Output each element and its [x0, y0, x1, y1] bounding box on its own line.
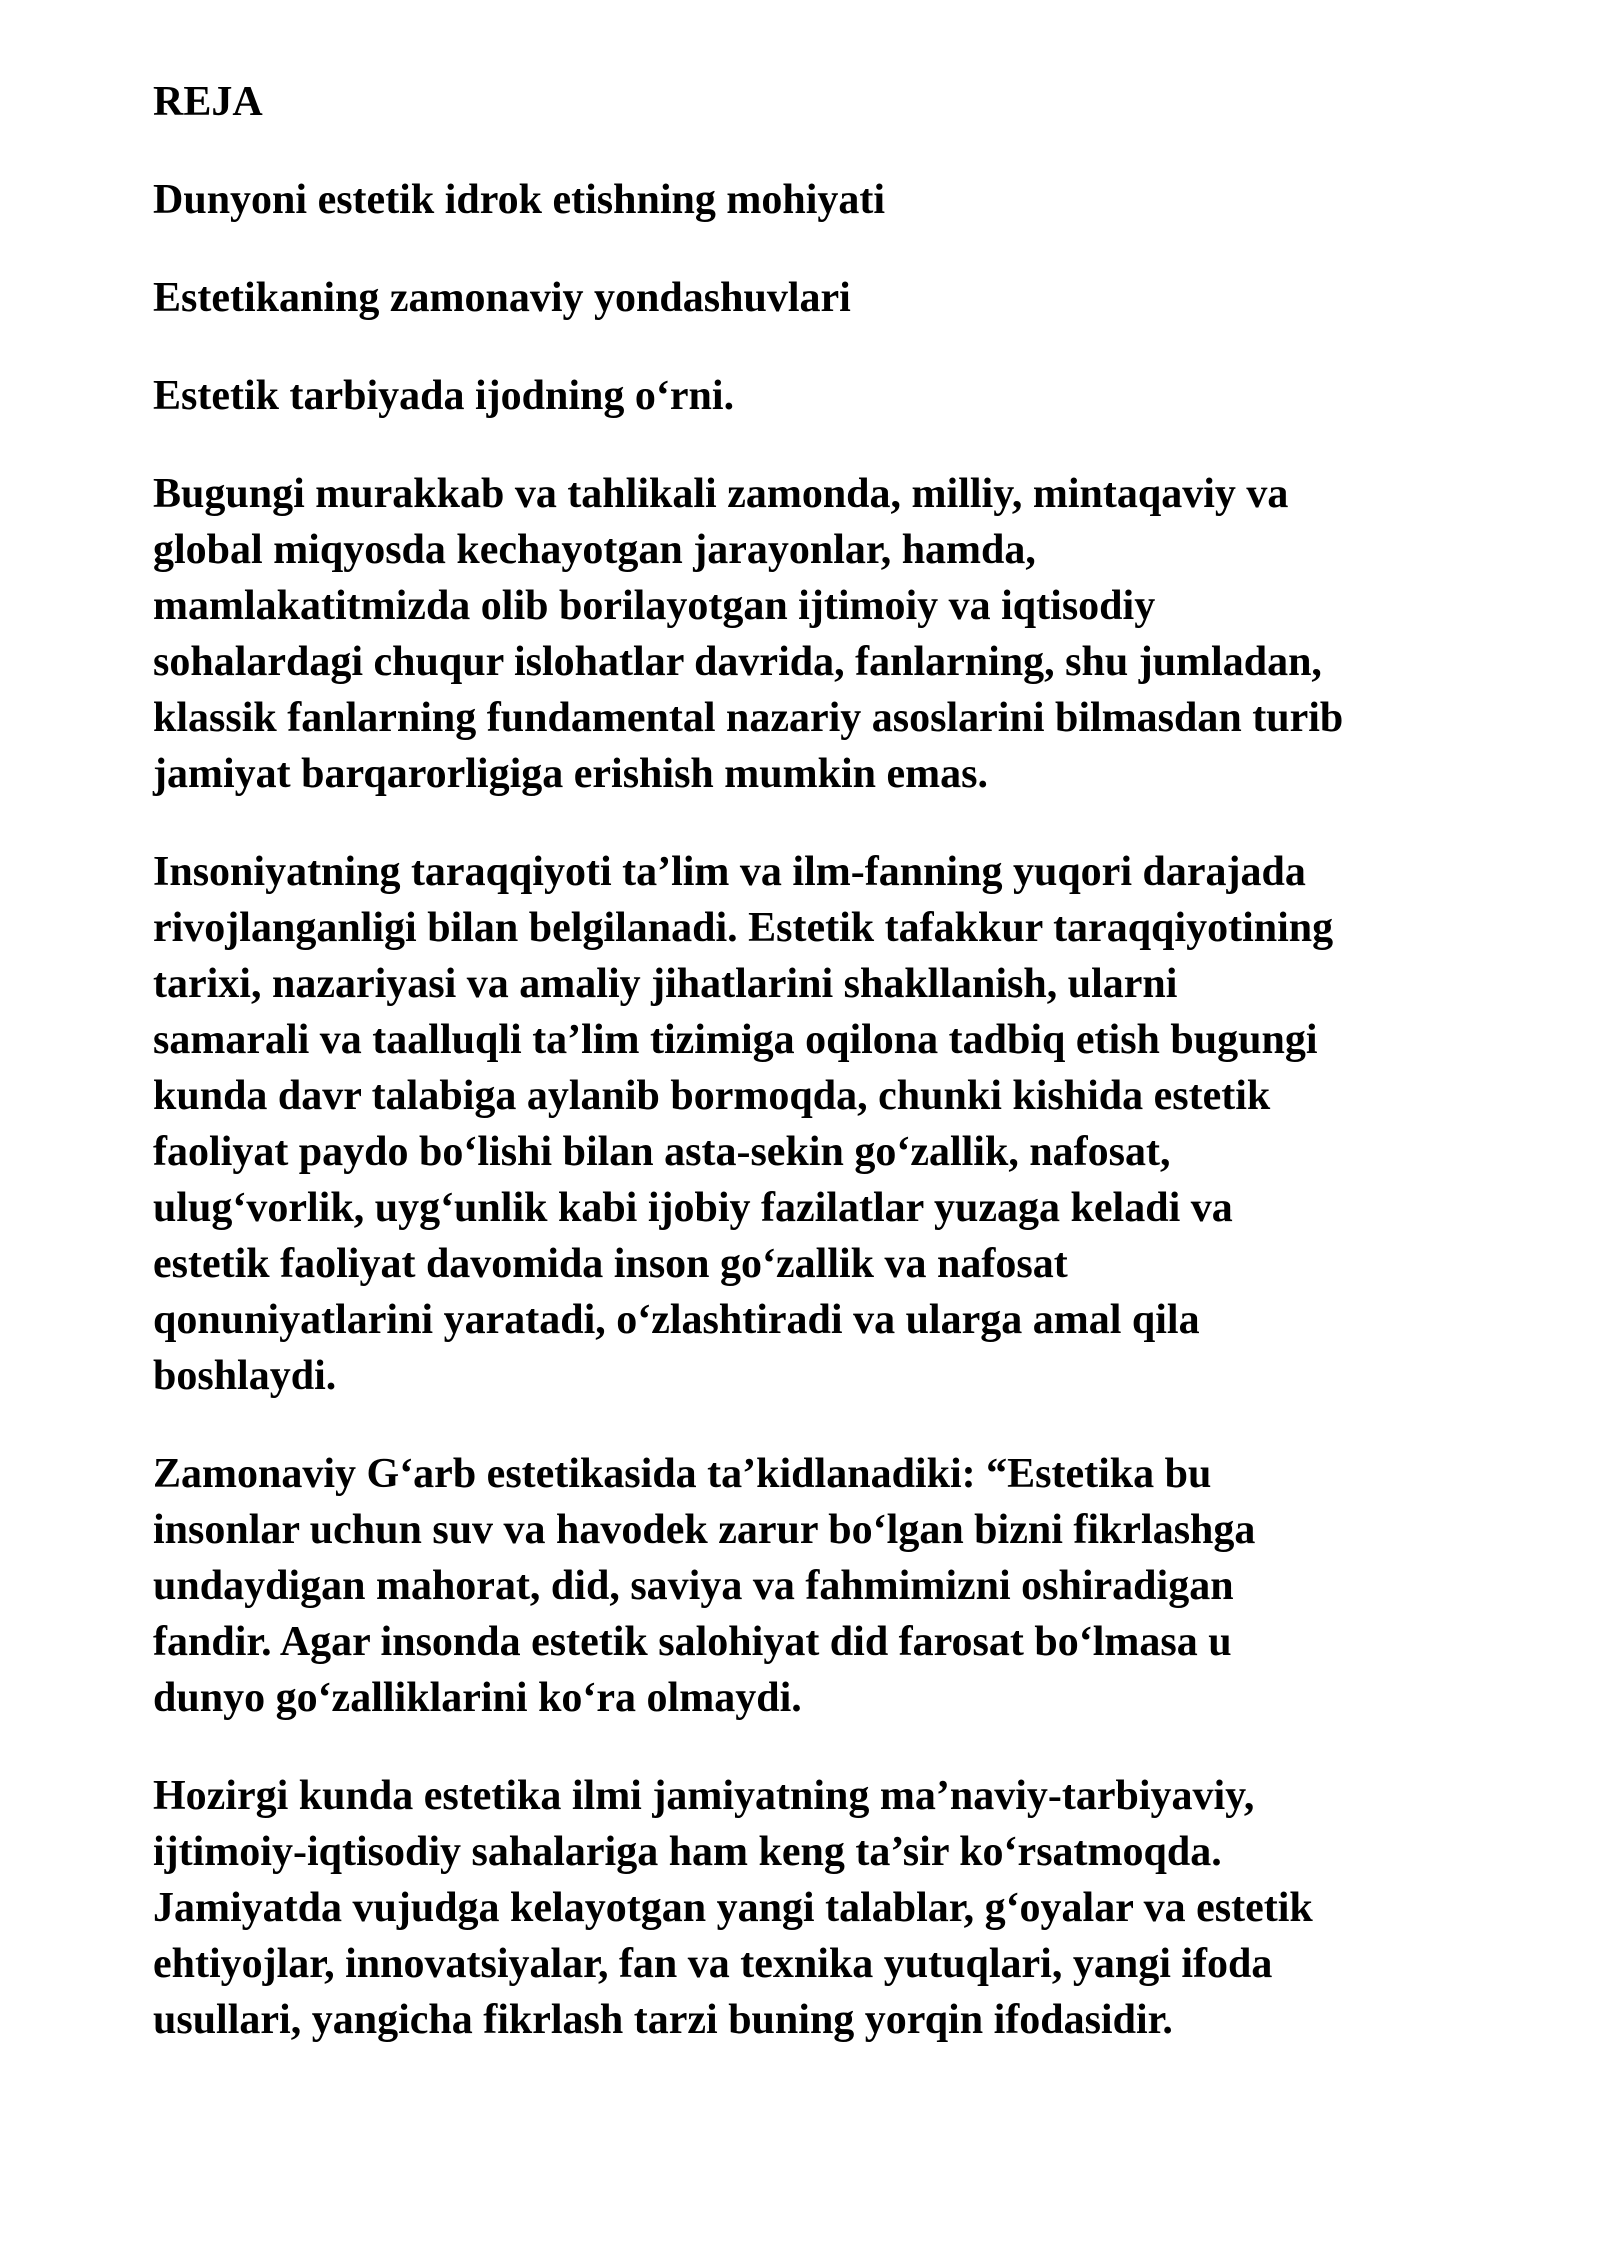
paragraph-line: klassik fanlarning fundamental nazariy asoslarini bilmasdan turib	[153, 695, 1344, 741]
paragraph-line: estetik faoliyat davomida inson go‘zallik va nafosat	[153, 1241, 1068, 1287]
paragraph-line: boshlaydi.	[153, 1353, 337, 1399]
paragraph-line: usullari, yangicha fikrlash tarzi buning yorqin ifodasidir.	[153, 1997, 1173, 2043]
paragraph-line: mamlakatitmizda olib borilayotgan ijtimoiy va iqtisodiy	[153, 583, 1156, 629]
paragraph-line: faoliyat paydo bo‘lishi bilan asta-sekin go‘zallik, nafosat,	[153, 1129, 1171, 1175]
paragraph-line: kunda davr talabiga aylanib bormoqda, chunki kishida estetik	[153, 1073, 1271, 1119]
paragraph-3	[153, 1446, 1533, 1726]
paragraph-line: dunyo go‘zalliklarini ko‘ra olmaydi.	[153, 1675, 802, 1721]
paragraph-2	[153, 844, 1533, 1404]
paragraph-line: undaydigan mahorat, did, saviya va fahmimizni oshiradigan	[153, 1563, 1234, 1609]
paragraph-line: sohalardagi chuqur islohatlar davrida, fanlarning, shu jumladan,	[153, 639, 1322, 685]
paragraph-line: ulug‘vorlik, uyg‘unlik kabi ijobiy fazilatlar yuzaga keladi va	[153, 1185, 1233, 1231]
paragraph-line: tarixi, nazariyasi va amaliy jihatlarini shakllanish, ularni	[153, 961, 1178, 1007]
paragraph-line: Insoniyatning taraqqiyoti ta’lim va ilm-fanning yuqori darajada	[153, 849, 1306, 895]
paragraph-line: Bugungi murakkab va tahlikali zamonda, milliy, mintaqaviy va	[153, 471, 1289, 517]
paragraph-line: Jamiyatda vujudga kelayotgan yangi talablar, g‘oyalar va estetik	[153, 1885, 1313, 1931]
paragraph-line: rivojlanganligi bilan belgilanadi. Estetik tafakkur taraqqiyotining	[153, 905, 1334, 951]
paragraph-line: qonuniyatlarini yaratadi, o‘zlashtiradi va ularga amal qila	[153, 1297, 1200, 1343]
plan-item-2: Estetikaning zamonaviy yondashuvlari	[153, 275, 851, 321]
paragraph-line: fandir. Agar insonda estetik salohiyat did farosat bo‘lmasa u	[153, 1619, 1232, 1665]
paragraph-4	[153, 1768, 1533, 2048]
plan-item-1: Dunyoni estetik idrok etishning mohiyati	[153, 177, 886, 223]
plan-heading: REJA	[153, 79, 263, 125]
paragraph-line: Hozirgi kunda estetika ilmi jamiyatning ma’naviy-tarbiyaviy,	[153, 1773, 1255, 1819]
paragraph-line: global miqyosda kechayotgan jarayonlar, hamda,	[153, 527, 1036, 573]
paragraph-line: ijtimoiy-iqtisodiy sahalariga ham keng ta’sir ko‘rsatmoqda.	[153, 1829, 1222, 1875]
paragraph-line: insonlar uchun suv va havodek zarur bo‘lgan bizni fikrlashga	[153, 1507, 1256, 1553]
document-page	[153, 74, 1533, 2090]
paragraph-1	[153, 466, 1533, 802]
paragraph-line: samarali va taalluqli ta’lim tizimiga oqilona tadbiq etish bugungi	[153, 1017, 1318, 1063]
paragraph-line: ehtiyojlar, innovatsiyalar, fan va texnika yutuqlari, yangi ifoda	[153, 1941, 1273, 1987]
paragraph-line: Zamonaviy G‘arb estetikasida ta’kidlanadiki: “Estetika bu	[153, 1451, 1212, 1497]
plan-item-3: Estetik tarbiyada ijodning o‘rni.	[153, 373, 735, 419]
paragraph-line: jamiyat barqarorligiga erishish mumkin emas.	[153, 751, 988, 797]
